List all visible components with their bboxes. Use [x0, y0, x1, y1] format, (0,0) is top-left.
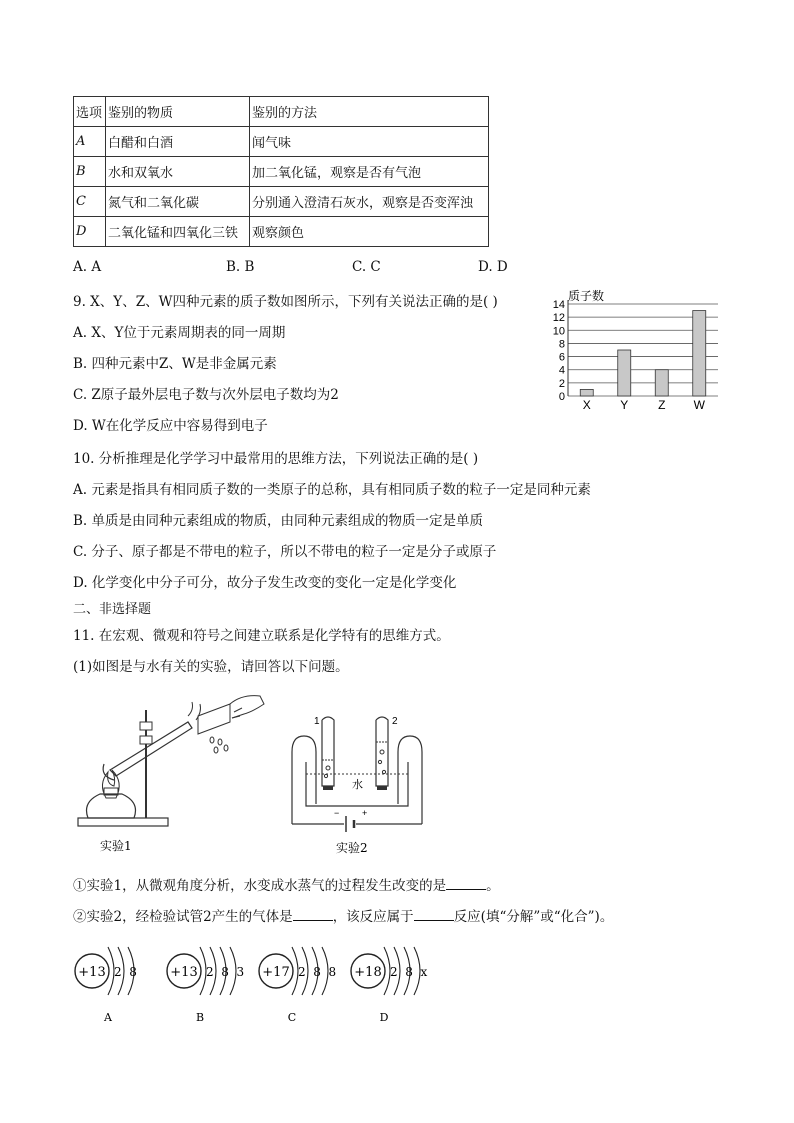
q11-item-2 — [73, 905, 613, 925]
q11-item-1-end: 。 — [486, 878, 500, 894]
table-cell: B — [74, 157, 106, 187]
q8-option-c: C. C — [352, 259, 381, 275]
q10-option-d: D. 化学变化中分子可分，故分子发生改变的变化一定是化学变化 — [73, 575, 457, 591]
q8-option-a: A. A — [73, 259, 102, 275]
answer-blank[interactable] — [414, 908, 454, 921]
chart-title: 质子数 — [568, 289, 605, 303]
tube-2-label: 2 — [392, 716, 398, 727]
bar-w — [693, 311, 706, 396]
table-cell: 氮气和二氧化碳 — [106, 187, 250, 217]
atom-label: D — [379, 1011, 389, 1024]
nucleus-charge: +18 — [354, 965, 382, 980]
nucleus-charge: +17 — [262, 965, 290, 980]
table-cell: 白醋和白酒 — [106, 127, 250, 157]
nucleus-charge: +13 — [78, 965, 106, 980]
y-tick-label: 2 — [558, 377, 565, 390]
y-tick-label: 14 — [552, 299, 565, 311]
electron-counts: 2 8 x — [390, 965, 428, 979]
electron-counts: 2 8 3 — [206, 965, 245, 979]
table-cell: 观察颜色 — [250, 217, 489, 247]
y-tick-label: 10 — [552, 325, 565, 338]
x-tick-label: X — [582, 398, 591, 412]
answer-blank[interactable] — [293, 908, 333, 921]
atom-label: B — [195, 1011, 205, 1024]
q9-option-b: B. 四种元素中Z、W是非金属元素 — [73, 356, 277, 372]
table-header-row — [74, 97, 489, 127]
q11-sub1: (1)如图是与水有关的实验，请回答以下问题。 — [73, 659, 349, 675]
bar-y — [618, 350, 631, 396]
electron-counts: 2 8 — [114, 965, 137, 979]
table-row — [74, 217, 489, 247]
bar-z — [655, 370, 668, 396]
section-title: 二、非选择题 — [73, 602, 152, 617]
q8-option-b: B. B — [226, 259, 255, 275]
q10-option-a: A. 元素是指具有相同质子数的一类原子的总称，具有相同质子数的粒子一定是同种元素 — [73, 482, 591, 498]
q11-item-2-text: ②实验2，经检验试管2产生的气体是 — [73, 909, 293, 925]
identification-table — [73, 96, 489, 247]
atom-label: C — [287, 1011, 297, 1024]
battery-negative-sign: − — [334, 808, 340, 818]
x-tick-label: Z — [658, 398, 666, 412]
q8-option-d: D. D — [478, 259, 508, 275]
table-cell: A — [74, 127, 106, 157]
water-label: 水 — [352, 778, 363, 791]
table-cell: 二氧化锰和四氧化三铁 — [106, 217, 250, 247]
q11-item-2-mid: ，该反应属于 — [332, 909, 414, 925]
atom-label: A — [104, 1011, 112, 1024]
experiment-1-label: 实验1 — [100, 839, 132, 853]
electron-counts: 2 8 8 — [298, 965, 337, 979]
x-tick-label: Y — [620, 398, 629, 412]
y-tick-label: 4 — [558, 364, 565, 377]
table-row — [74, 187, 489, 217]
tube-1-label: 1 — [314, 716, 320, 727]
q9-option-c: C. Z原子最外层电子数与次外层电子数均为2 — [73, 387, 339, 403]
experiment-1-illustration — [70, 690, 270, 856]
table-cell: D — [74, 217, 106, 247]
nucleus-charge: +13 — [170, 965, 198, 980]
q11-item-1 — [73, 874, 500, 894]
table-cell: 闻气味 — [250, 127, 489, 157]
table-row — [74, 127, 489, 157]
q9-stem: 9. X、Y、Z、W四种元素的质子数如图所示，下列有关说法正确的是( ) — [73, 294, 498, 310]
q11-item-2-end: 反应(填“分解”或“化合”)。 — [453, 909, 614, 925]
x-tick-label: W — [693, 398, 705, 412]
table-header-cell: 选项 — [74, 97, 106, 127]
q9-option-d: D. W在化学反应中容易得到电子 — [73, 418, 268, 434]
table-header-cell: 鉴别的物质 — [106, 97, 250, 127]
table-cell: C — [74, 187, 106, 217]
proton-number-chart — [540, 286, 730, 414]
table-header-cell: 鉴别的方法 — [250, 97, 489, 127]
experiment-2-label: 实验2 — [336, 841, 368, 855]
bar-x — [580, 389, 593, 396]
q9-option-a: A. X、Y位于元素周期表的同一周期 — [73, 325, 286, 341]
y-tick-label: 0 — [558, 391, 565, 403]
table-cell: 水和双氧水 — [106, 157, 250, 187]
q10-stem: 10. 分析推理是化学学习中最常用的思维方法，下列说法正确的是( ) — [73, 451, 479, 467]
q11-stem: 11. 在宏观、微观和符号之间建立联系是化学特有的思维方式。 — [73, 628, 450, 644]
answer-blank[interactable] — [446, 877, 486, 890]
experiment-2-illustration — [282, 712, 432, 858]
battery-positive-sign: + — [362, 808, 368, 818]
y-tick-label: 12 — [552, 312, 565, 325]
atomic-structure-diagrams — [66, 935, 466, 1027]
q11-item-1-text: ①实验1，从微观角度分析，水变成水蒸气的过程发生改变的是 — [73, 878, 447, 894]
table-cell: 加二氧化锰，观察是否有气泡 — [250, 157, 489, 187]
table-cell: 分别通入澄清石灰水，观察是否变浑浊 — [250, 187, 489, 217]
y-tick-label: 8 — [558, 338, 565, 351]
table-row — [74, 157, 489, 187]
q10-option-c: C. 分子、原子都是不带电的粒子，所以不带电的粒子一定是分子或原子 — [73, 544, 497, 560]
y-tick-label: 6 — [558, 351, 565, 364]
q10-option-b: B. 单质是由同种元素组成的物质，由同种元素组成的物质一定是单质 — [73, 513, 484, 529]
